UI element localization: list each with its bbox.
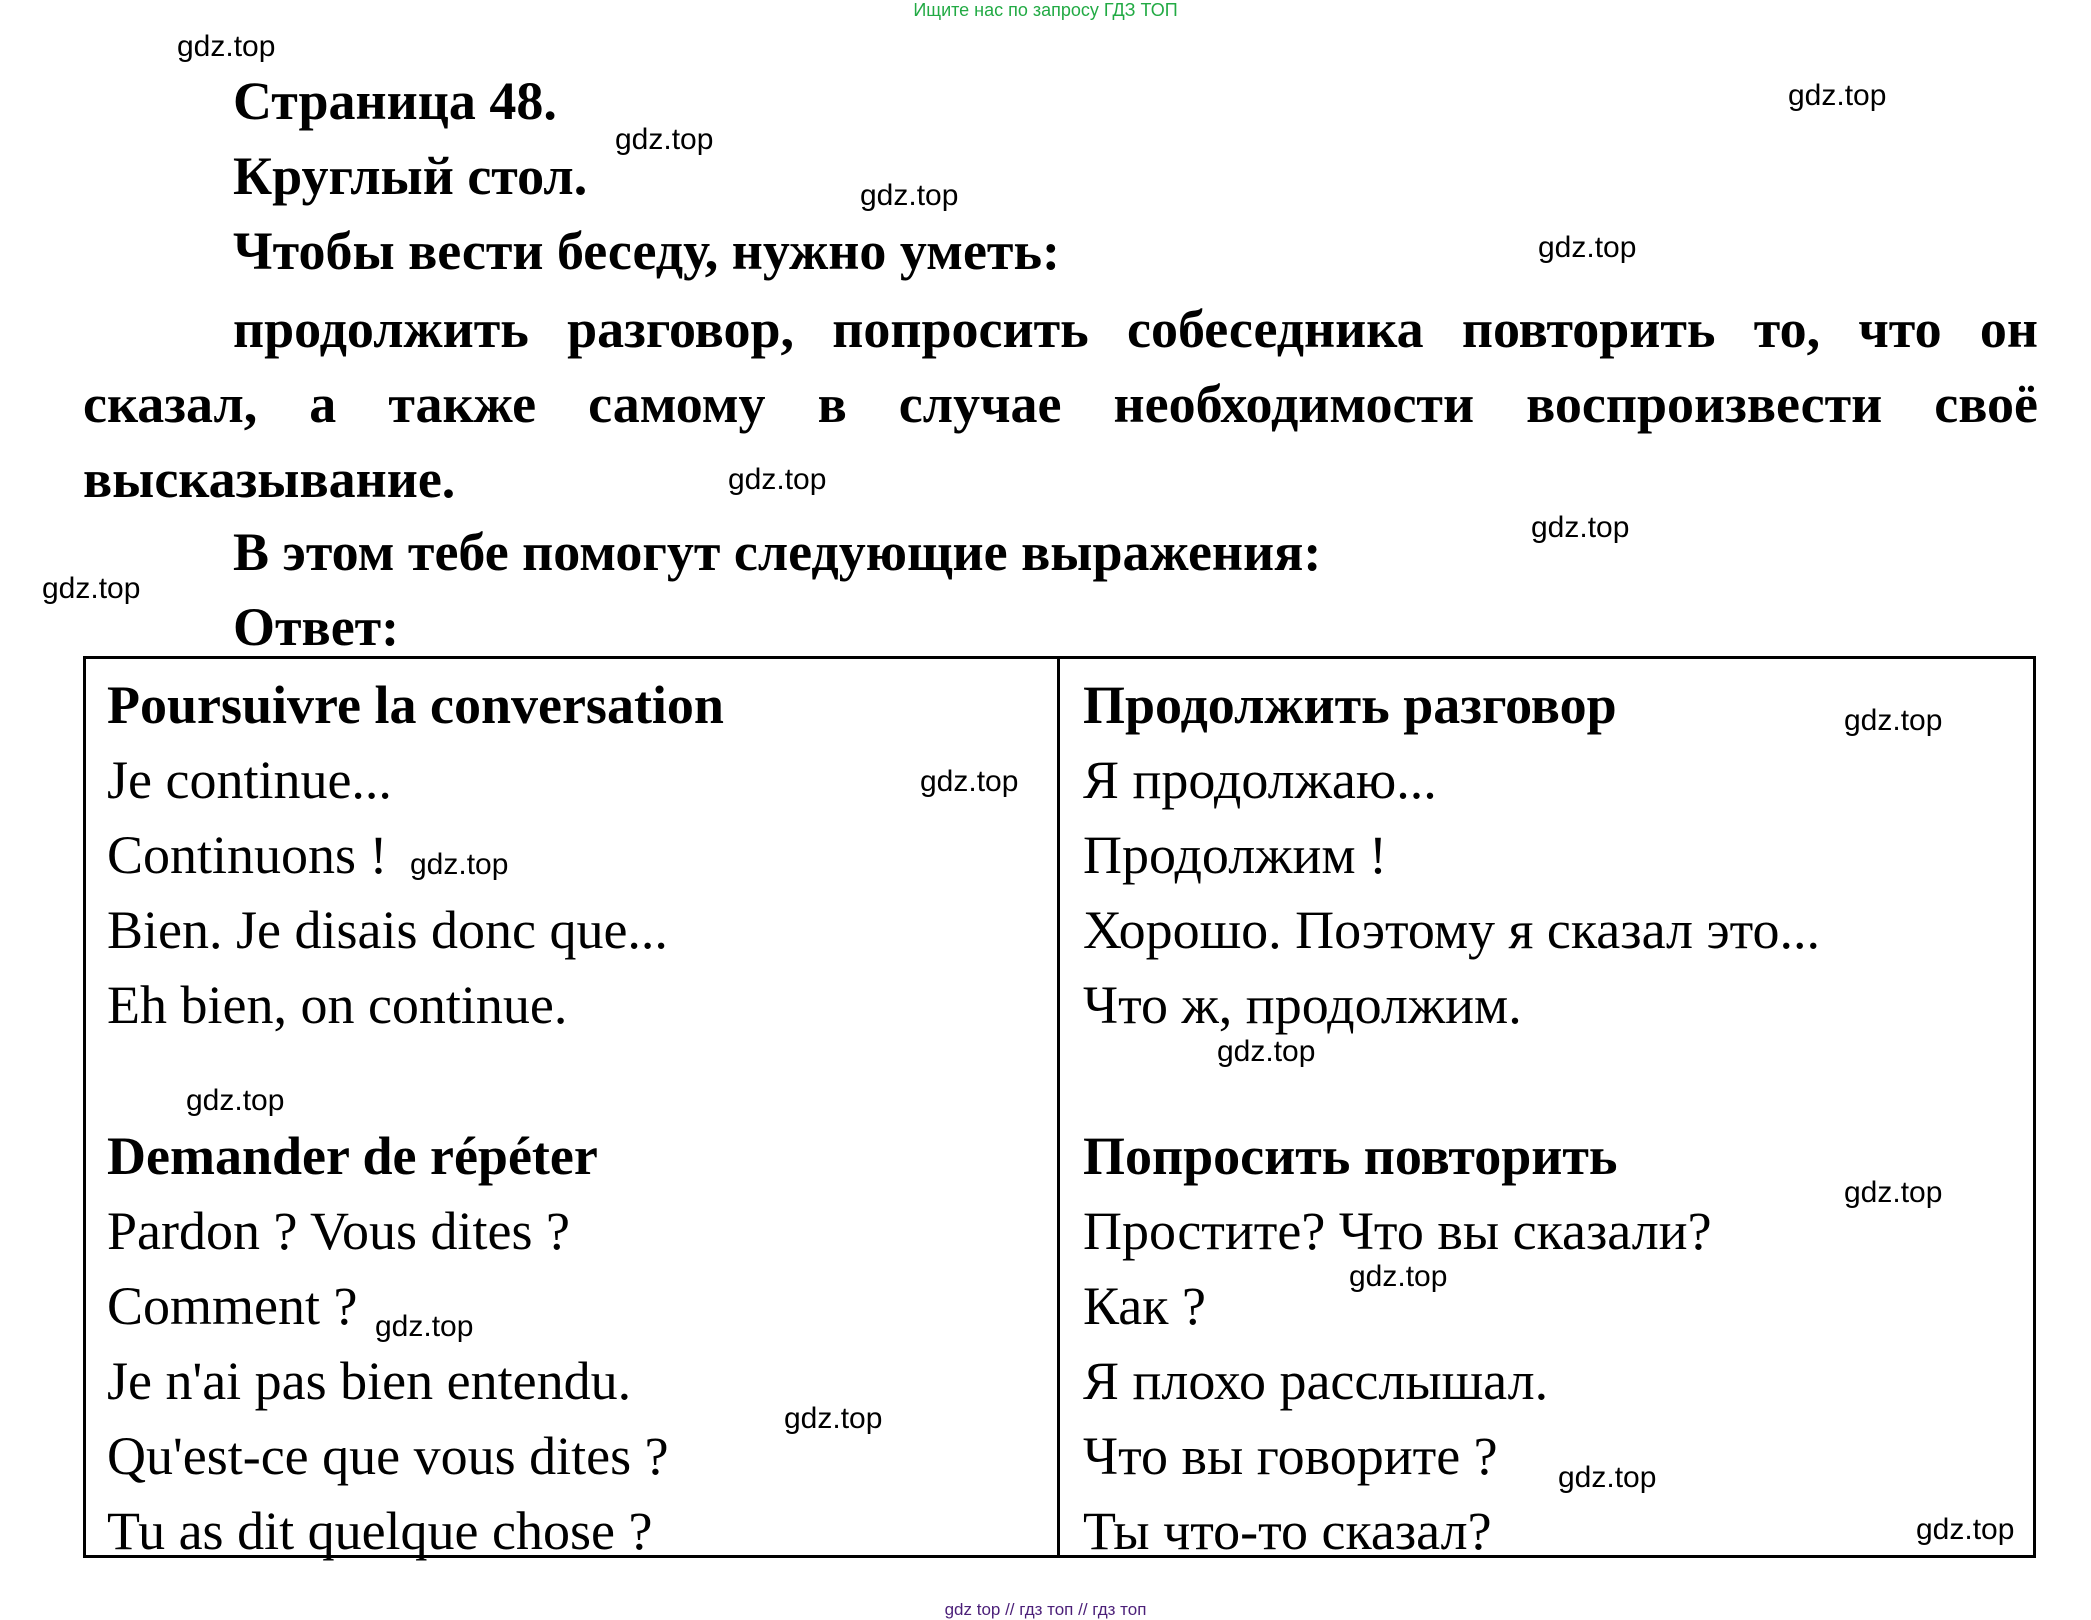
description-paragraph: продолжить разговор, попросить собеседника повторить то, что он сказал, а также самому в случае необходимости воспроизвести своё высказывание. xyxy=(83,299,2038,509)
fr-phrase: Je n'ai pas bien entendu. xyxy=(107,1351,632,1411)
ru-heading-repeat: Попросить повторить xyxy=(1083,1126,1618,1186)
ru-phrase: Что вы говорите ? xyxy=(1083,1426,1498,1486)
fr-phrase: Continuons ! xyxy=(107,825,388,885)
watermark: gdz.top xyxy=(860,179,959,212)
watermark: gdz.top xyxy=(728,463,827,496)
watermark: gdz.top xyxy=(1217,1035,1316,1068)
expressions-intro: В этом тебе помогут следующие выражения: xyxy=(233,522,1322,582)
watermark: gdz.top xyxy=(1788,79,1887,112)
ru-phrase: Я плохо расслышал. xyxy=(1083,1351,1549,1411)
watermark: gdz.top xyxy=(410,848,509,881)
ru-phrase: Ты что-то сказал? xyxy=(1083,1501,1492,1561)
fr-phrase: Eh bien, on continue. xyxy=(107,975,568,1035)
watermark: gdz.top xyxy=(784,1402,883,1435)
ru-heading-continue: Продолжить разговор xyxy=(1083,675,1617,735)
page-title: Страница 48. xyxy=(233,71,557,131)
fr-phrase: Qu'est-ce que vous dites ? xyxy=(107,1426,669,1486)
fr-phrase: Comment ? xyxy=(107,1276,358,1336)
watermark: gdz.top xyxy=(1844,704,1943,737)
fr-phrase: Bien. Je disais donc que... xyxy=(107,900,668,960)
watermark: gdz.top xyxy=(177,30,276,63)
bottom-banner: gdz top // гдз топ // гдз топ xyxy=(944,1600,1147,1619)
fr-phrase: Tu as dit quelque chose ? xyxy=(107,1501,653,1561)
fr-phrase: Je continue... xyxy=(107,750,392,810)
watermark: gdz.top xyxy=(1531,511,1630,544)
ru-phrase: Продолжим ! xyxy=(1083,825,1388,885)
ru-phrase: Как ? xyxy=(1083,1276,1206,1336)
subtitle: Круглый стол. xyxy=(233,146,588,206)
watermark: gdz.top xyxy=(1844,1176,1943,1209)
fr-phrase: Pardon ? Vous dites ? xyxy=(107,1201,570,1261)
watermark: gdz.top xyxy=(615,123,714,156)
watermark: gdz.top xyxy=(920,765,1019,798)
ru-phrase: Я продолжаю... xyxy=(1083,750,1437,810)
intro-text: Чтобы вести беседу, нужно уметь: xyxy=(233,221,1060,281)
watermark: gdz.top xyxy=(1916,1513,2015,1546)
watermark: gdz.top xyxy=(42,572,141,605)
watermark: gdz.top xyxy=(1558,1461,1657,1494)
watermark: gdz.top xyxy=(186,1084,285,1117)
ru-phrase: Хорошо. Поэтому я сказал это... xyxy=(1083,900,1821,960)
watermark: gdz.top xyxy=(375,1310,474,1343)
table-divider xyxy=(1057,656,1060,1558)
top-banner: Ищите нас по запросу ГДЗ ТОП xyxy=(913,0,1178,20)
fr-heading-repeat: Demander de répéter xyxy=(107,1126,598,1186)
watermark: gdz.top xyxy=(1349,1260,1448,1293)
answer-label: Ответ: xyxy=(233,597,400,657)
ru-phrase: Простите? Что вы сказали? xyxy=(1083,1201,1712,1261)
ru-phrase: Что ж, продолжим. xyxy=(1083,975,1522,1035)
fr-heading-continue: Poursuivre la conversation xyxy=(107,675,724,735)
watermark: gdz.top xyxy=(1538,231,1637,264)
